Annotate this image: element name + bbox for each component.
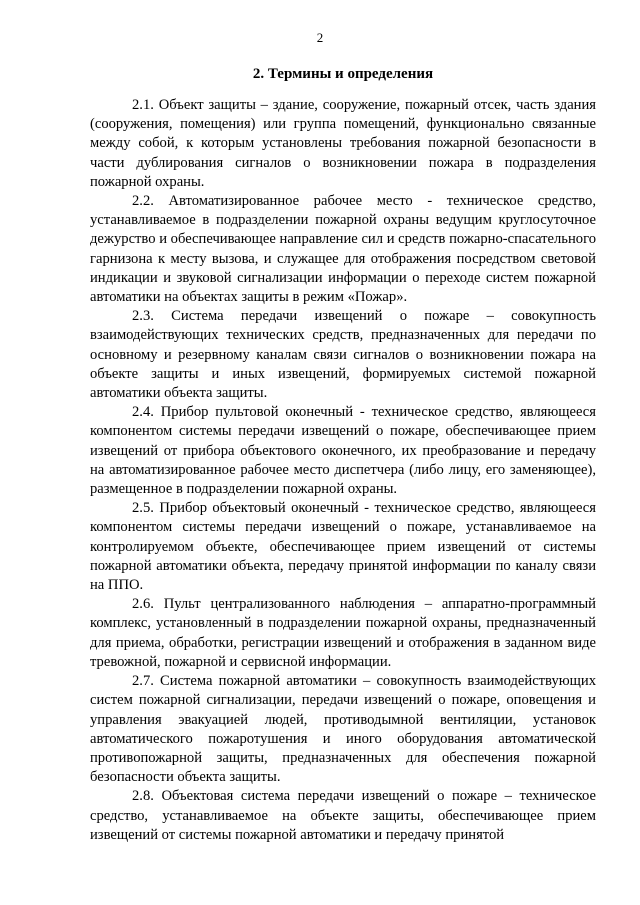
paragraph-2-3: 2.3. Система передачи извещений о пожаре – совокупность взаимодействующих технических средств, предназначенных для передачи по основному и резервному каналам связи сигналов о возникновении пожара на объекте защиты и иных извещений, формируемых системой пожарной автоматики объекта защиты. bbox=[90, 308, 596, 402]
paragraph-2-5: 2.5. Прибор объектовый оконечный - техническое средство, являющееся компонентом системы передачи извещений о пожаре, устанавливаемое на контролируемом объекте, обеспечивающее прием извещений от системы пожарной автоматики объекта, передачу принятой информации по каналу связи на ППО. bbox=[90, 500, 596, 594]
page-number: 2 bbox=[316, 30, 324, 45]
paragraph-2-7: 2.7. Система пожарной автоматики – совокупность взаимодействующих систем пожарной сигнализации, передачи извещений о пожаре, оповещения и управления эвакуацией людей, противодымной вентиляции, установок автоматического пожаротушения и иного оборудования автоматической противопожарной защиты, предназначенных для обеспечения пожарной безопасности объекта защиты. bbox=[90, 673, 596, 786]
paragraph-2-4: 2.4. Прибор пультовой оконечный - техническое средство, являющееся компонентом системы передачи извещений о пожаре, обеспечивающее прием извещений от прибора объектового оконечного, их преобразование и передачу на автоматизированное рабочее место диспетчера (либо лицу, его заменяющее), размещенное в подразделении пожарной охраны. bbox=[90, 404, 596, 498]
paragraph-2-1: 2.1. Объект защиты – здание, сооружение, пожарный отсек, часть здания (сооружения, помещения) или группа помещений, функционально связанные между собой, к которым установлены требования пожарной безопасности в части дублирования сигналов о возникновении пожара в подразделения пожарной охраны. bbox=[90, 97, 596, 190]
section-title: 2. Термины и определения bbox=[252, 66, 434, 82]
document-body bbox=[90, 96, 596, 845]
paragraph-2-8: 2.8. Объектовая система передачи извещений о пожаре – техническое средство, устанавливаемое на объекте защиты, обеспечивающее прием извещений от системы пожарной автоматики и передачу принятой bbox=[90, 788, 596, 843]
paragraph-2-6: 2.6. Пульт централизованного наблюдения – аппаратно-программный комплекс, установленный в подразделении пожарной охраны, предназначенный для приема, обработки, регистрации извещений и отображения в заданном виде тревожной, пожарной и сервисной информации. bbox=[90, 596, 596, 670]
paragraph-2-2: 2.2. Автоматизированное рабочее место - техническое средство, устанавливаемое в подразделении пожарной охраны ведущим круглосуточное дежурство и обеспечивающее направление сил и средств пожарно-спасательного гарнизона к месту вызова, и служащее для отображения посредством световой индикации и звуковой сигнализации информации о переходе систем пожарной автоматики на объектах защиты в режим «Пожар». bbox=[90, 193, 596, 306]
